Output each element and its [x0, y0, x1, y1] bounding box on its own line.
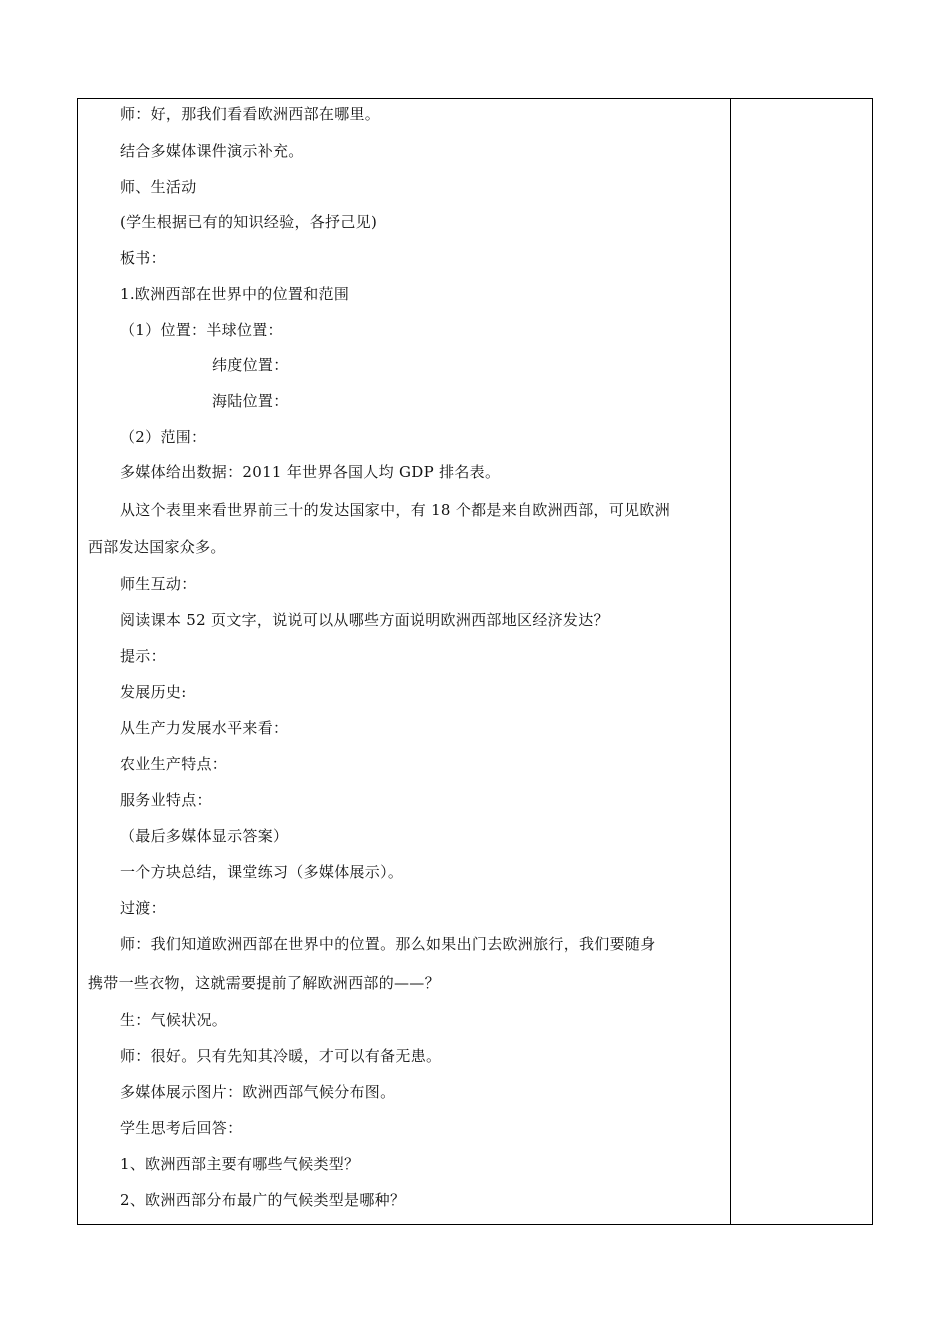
text-line: 生：气候状况。 — [120, 1011, 228, 1029]
text-line: 服务业特点： — [120, 791, 212, 809]
text-line: 西部发达国家众多。 — [88, 538, 226, 556]
text-line: 过渡： — [120, 899, 166, 917]
text-line: 携带一些衣物，这就需要提前了解欧洲西部的——？ — [88, 974, 440, 992]
text-line: 提示： — [120, 647, 166, 665]
text-line: （2）范围： — [120, 428, 207, 446]
text-line: 多媒体展示图片：欧洲西部气候分布图。 — [120, 1083, 396, 1101]
text-line: 发展历史: — [120, 683, 187, 701]
text-line: 1、欧洲西部主要有哪些气候类型？ — [120, 1155, 360, 1173]
notes-cell — [731, 99, 872, 1224]
text-line: （最后多媒体显示答案） — [120, 827, 289, 845]
text-line: 农业生产特点： — [120, 755, 228, 773]
text-line: 纬度位置： — [212, 356, 289, 374]
text-line: 师、生活动 — [120, 178, 197, 196]
text-line: 从生产力发展水平来看： — [120, 719, 289, 737]
text-line: 师：很好。只有先知其冷暖，才可以有备无患。 — [120, 1047, 442, 1065]
content-cell — [78, 99, 730, 1224]
text-line: 从这个表里来看世界前三十的发达国家中，有 18 个都是来自欧洲西部，可见欧洲 — [120, 501, 671, 519]
text-line: 结合多媒体课件演示补充。 — [120, 142, 304, 160]
heading-line: 1.欧洲西部在世界中的位置和范围 — [120, 285, 350, 303]
lesson-table — [77, 98, 873, 1225]
text-line: 师：好，那我们看看欧洲西部在哪里。 — [120, 105, 381, 123]
text-line: 学生思考后回答： — [120, 1119, 243, 1137]
text-line: 师生互动： — [120, 575, 197, 593]
text-line: 2、欧洲西部分布最广的气候类型是哪种？ — [120, 1191, 406, 1209]
text-line: 师：我们知道欧洲西部在世界中的位置。那么如果出门去欧洲旅行，我们要随身 — [120, 935, 656, 953]
text-line: 一个方块总结，课堂练习（多媒体展示）。 — [120, 863, 404, 881]
text-line: (学生根据已有的知识经验，各抒己见) — [120, 213, 378, 231]
text-line: 阅读课本 52 页文字，说说可以从哪些方面说明欧洲西部地区经济发达？ — [120, 611, 609, 629]
text-line: 板书： — [120, 249, 166, 267]
text-line: （1）位置：半球位置： — [120, 321, 283, 339]
text-line: 多媒体给出数据：2011 年世界各国人均 GDP 排名表。 — [120, 463, 501, 481]
text-line: 海陆位置： — [212, 392, 289, 410]
